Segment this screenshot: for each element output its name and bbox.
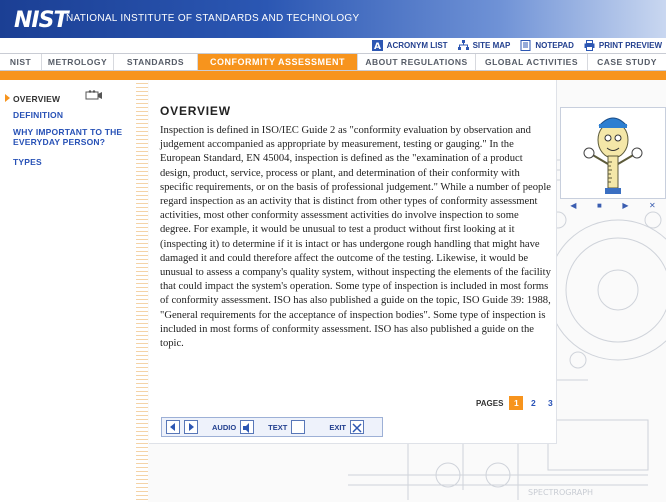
notepad-label: NOTEPAD [535, 40, 574, 50]
next-button[interactable] [184, 420, 198, 434]
sitemap-label: SITE MAP [472, 40, 511, 50]
sidebar-item-why-important[interactable]: WHY IMPORTANT TO THE EVERYDAY PERSON? [13, 127, 123, 147]
sidebar-item-definition[interactable]: DEFINITION [13, 110, 64, 120]
media-player-bar [161, 417, 383, 437]
tab-conformity-assessment[interactable]: CONFORMITY ASSESSMENT [198, 54, 358, 70]
sidebar-item-types[interactable]: TYPES [13, 157, 42, 167]
page-title: OVERVIEW [160, 104, 231, 118]
tab-case-study[interactable]: CASE STUDY [597, 57, 657, 67]
mascot-controls [560, 199, 666, 211]
current-page-arrow-icon [5, 94, 10, 102]
mascot-panel [560, 107, 666, 199]
acronym-list-link[interactable] [372, 40, 448, 51]
page-1-button[interactable]: 1 [509, 396, 523, 410]
ruled-margin [136, 80, 148, 502]
exit-button[interactable] [350, 420, 364, 434]
printer-icon [584, 40, 595, 51]
notepad-link[interactable] [520, 40, 574, 51]
mascot-stop-icon[interactable]: ■ [596, 200, 602, 210]
speaker-icon [241, 422, 253, 434]
tab-standards[interactable]: STANDARDS [114, 54, 198, 70]
tab-metrology[interactable]: METROLOGY [42, 54, 114, 70]
mascot-back-icon[interactable]: ◀ [570, 200, 577, 210]
previous-button[interactable] [166, 420, 180, 434]
site-map-link[interactable] [458, 40, 511, 51]
pages-label: PAGES [476, 398, 504, 408]
audio-toggle[interactable] [240, 420, 254, 434]
page-3-button[interactable]: 3 [548, 398, 553, 408]
svg-text:A: A [373, 41, 381, 51]
page-2-button[interactable]: 2 [531, 398, 536, 408]
nist-logo[interactable]: NIST [14, 8, 68, 33]
media-icon [85, 90, 103, 100]
close-icon [351, 422, 363, 434]
print-preview-link[interactable] [584, 40, 662, 51]
utility-bar [372, 37, 662, 53]
ruler-mascot-illustration [561, 108, 665, 198]
org-name: NATIONAL INSTITUTE OF STANDARDS AND TECHNOLOGY [66, 13, 360, 24]
overview-text: Inspection is defined in ISO/IEC Guide 2 as "conformity evaluation by observation and judgement accompanied as appropriate by measurement, testing or gauging." In the European Standard, EN 45004, inspection is defined as the "examination of a product design, product, service, process or plant, and determination of their conformity with specific requirements, or on the basis of professional judgement." While a number of people regard inspection as an activity that is distinct from other types of conformity assessment activities, most other conformity assessment activities do involve inspection to some degree. For example, it would be unusual to test a product without first looking at it (inspecting it) to determine if it is intact or has undergone rough handling that might have damaged it and could therefore affect the outcome of the testing. Likewise, it would be unusual to assess a company's quality system, without inspecting the elements of the facility that could impact the system's operation. Some type of inspection is included in most forms of conformity assessment. ISO has also published a guide on the topic, ISO Guide 39: 1988, "General requirements for the acceptance of inspection bodies". Some type of inspection is included in most forms of conformity assessment. ISO has also published a guide on the topic. [160, 125, 551, 350]
forward-icon [187, 423, 195, 431]
notepad-icon [520, 40, 531, 51]
drawing-caption: SPECTROGRAPH [528, 488, 594, 497]
sidebar-item-overview[interactable]: OVERVIEW [13, 94, 61, 104]
main-nav [0, 53, 666, 71]
exit-label: EXIT [329, 422, 347, 432]
sitemap-icon [458, 40, 469, 51]
back-icon [169, 423, 177, 431]
text-toggle[interactable] [291, 420, 305, 434]
acronym-icon [372, 40, 383, 51]
tab-nist[interactable]: NIST [0, 54, 42, 70]
mascot-close-icon[interactable]: ✕ [649, 200, 656, 210]
acronym-label: ACRONYM LIST [386, 40, 448, 50]
section-bar [0, 71, 666, 80]
pagination [476, 396, 557, 410]
text-label: TEXT [268, 422, 288, 432]
print-label: PRINT PREVIEW [598, 40, 662, 50]
site-header [0, 0, 666, 38]
tab-about-regulations[interactable]: ABOUT REGULATIONS [358, 54, 476, 70]
mascot-play-icon[interactable]: ▶ [622, 200, 629, 210]
audio-label: AUDIO [212, 422, 237, 432]
tab-global-activities[interactable]: GLOBAL ACTIVITIES [476, 54, 588, 70]
